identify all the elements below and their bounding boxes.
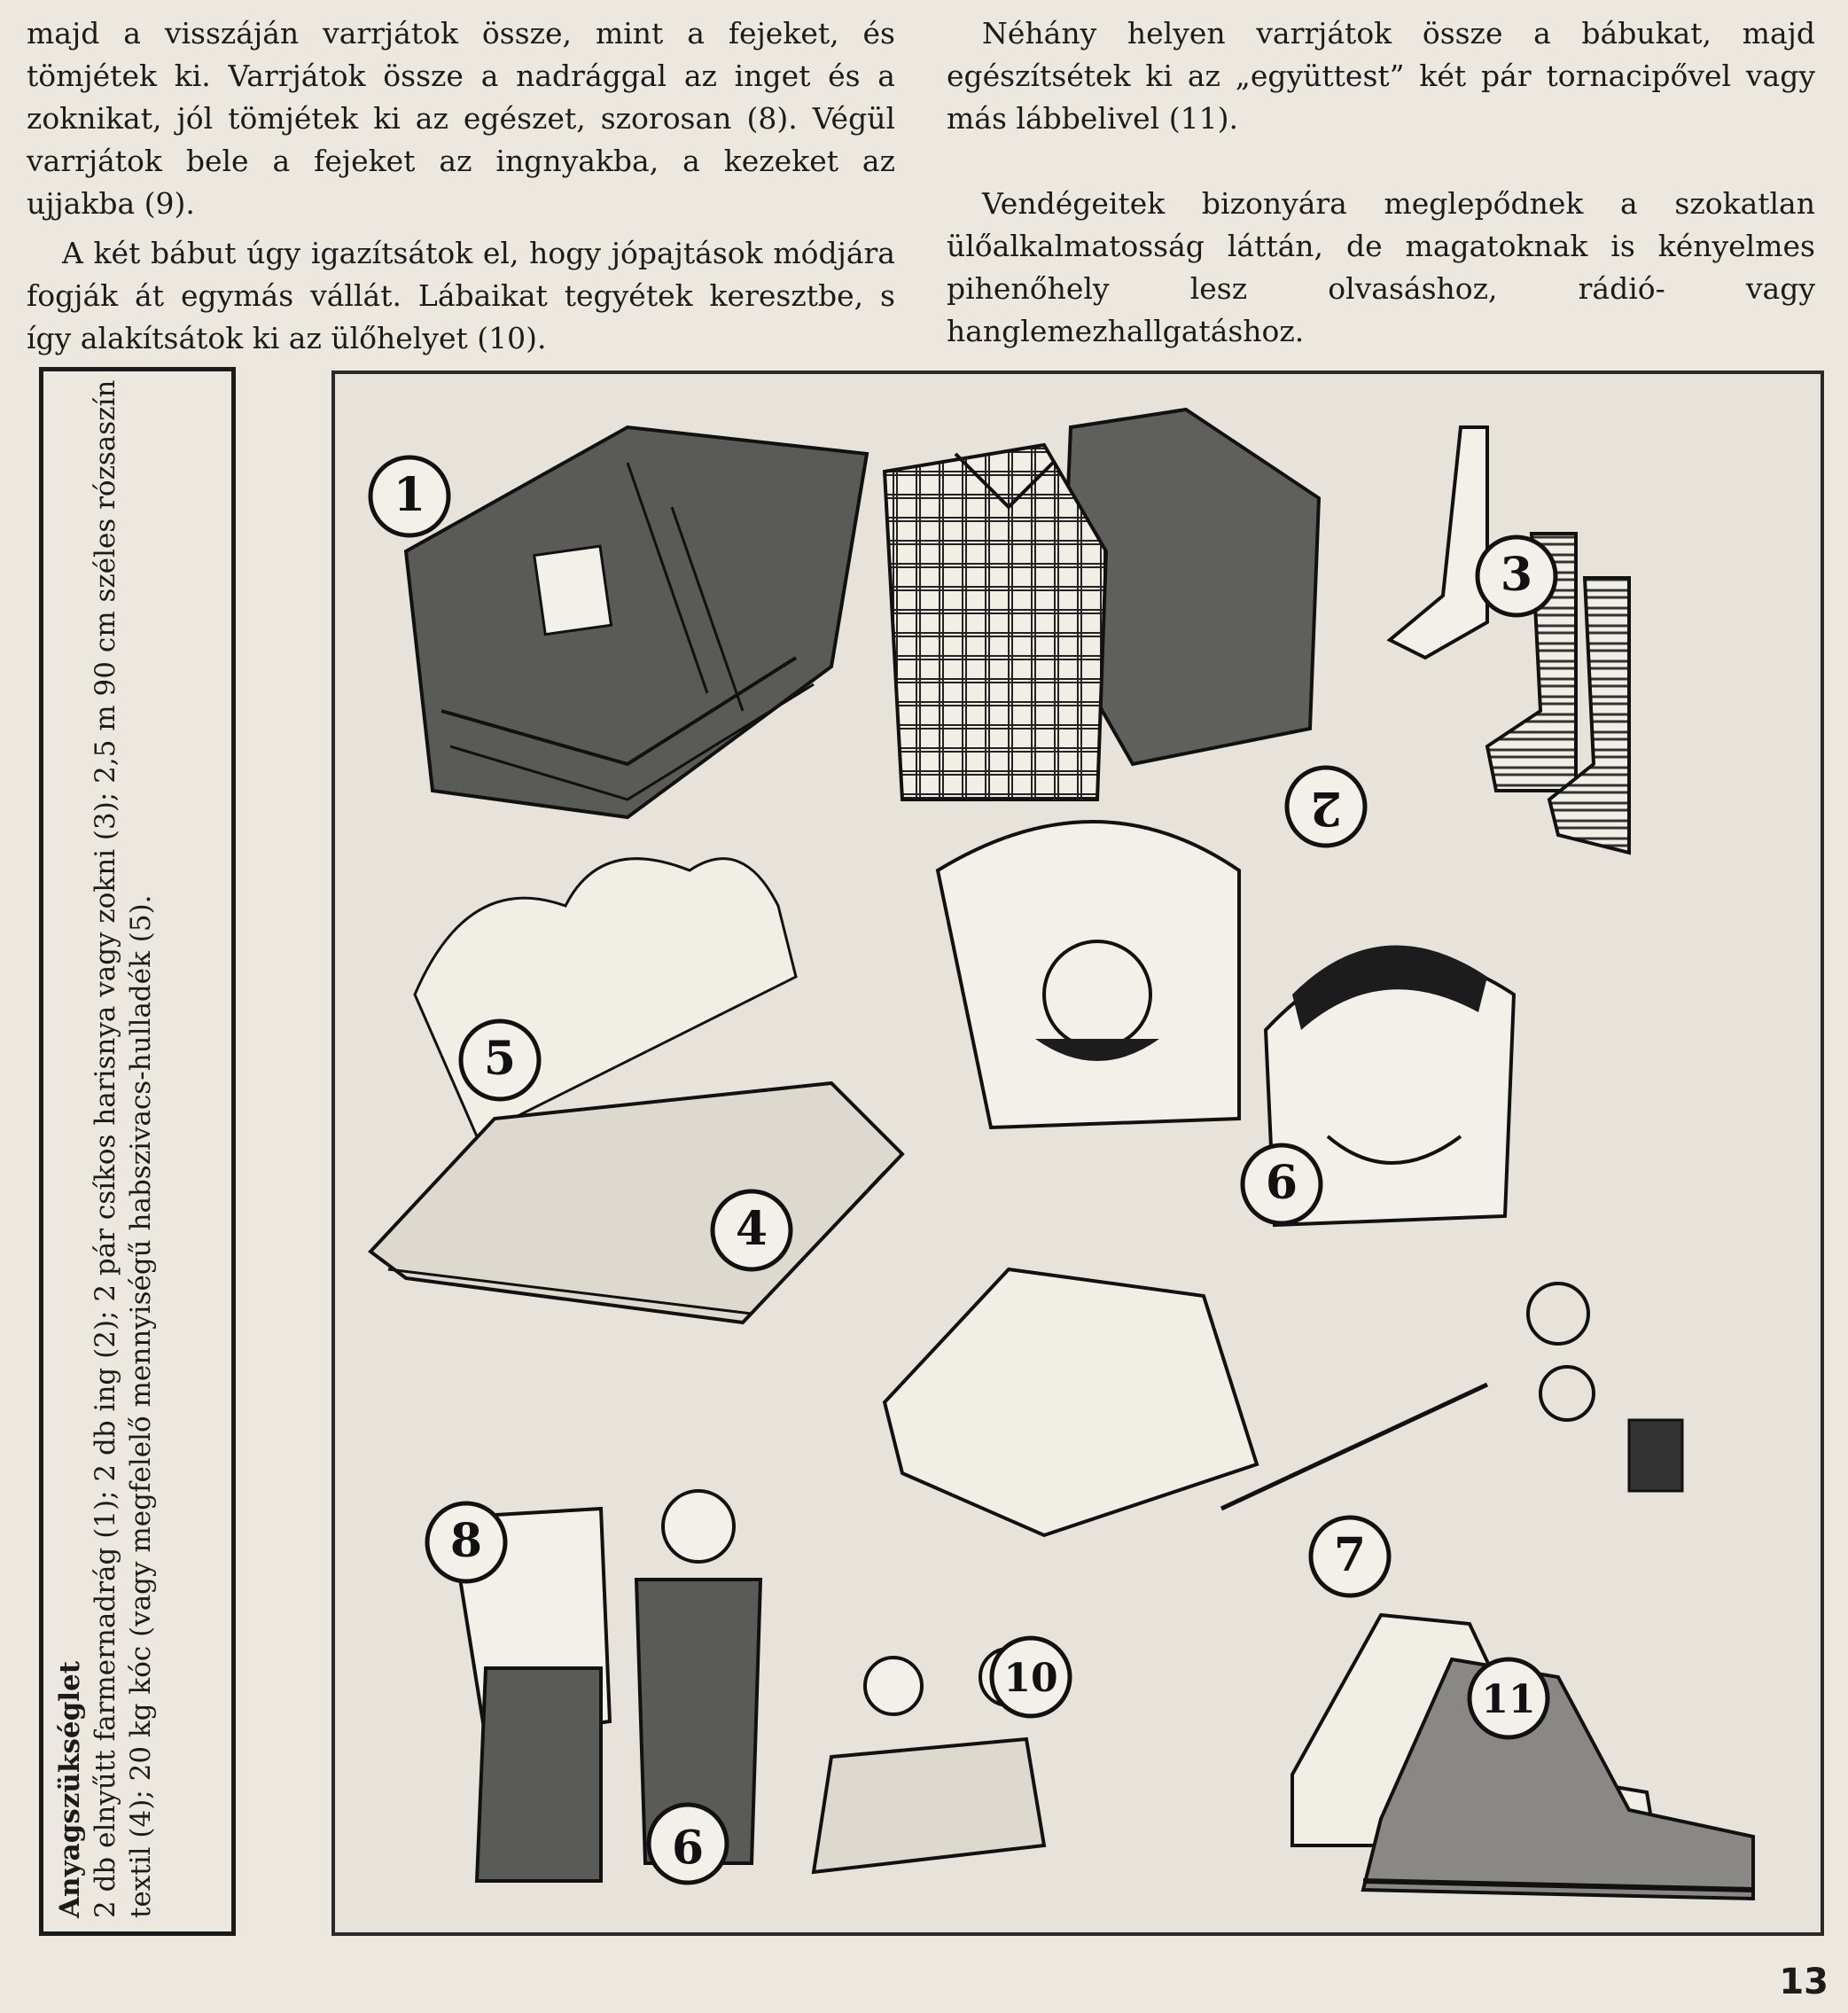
figure-number-1 bbox=[370, 457, 448, 535]
figure-number-10 bbox=[992, 1638, 1070, 1716]
figure-number-6 bbox=[1243, 1145, 1321, 1223]
hands-and-scissors-illustration bbox=[885, 1269, 1682, 1535]
materials-body: 2 db elnyűtt farmernadrág (1); 2 db ing (2); 2 pár csíkos harisnya vagy zokni (3); 2,5 m 90 cm széles rózsaszín textil (4); 20 kg kóc (vagy megfelelő mennyiségű habszivacs-hulladék (5). bbox=[90, 379, 157, 1918]
svg-text:6: 6 bbox=[1265, 1156, 1298, 1210]
jeans-illustration bbox=[406, 427, 867, 817]
svg-text:7: 7 bbox=[1333, 1528, 1367, 1582]
figure-number-5 bbox=[461, 1021, 539, 1099]
socks-illustration bbox=[1390, 427, 1629, 853]
right-text-column bbox=[947, 12, 1815, 353]
illustration-svg bbox=[335, 374, 1821, 1932]
illustration-panel bbox=[331, 371, 1824, 1936]
svg-text:5: 5 bbox=[483, 1032, 517, 1086]
shirts-illustration bbox=[885, 410, 1319, 800]
svg-text:9: 9 bbox=[671, 1818, 705, 1872]
figure-number-11 bbox=[1470, 1659, 1548, 1737]
page-number: 13 bbox=[1779, 1962, 1829, 2002]
svg-text:2: 2 bbox=[1309, 781, 1343, 835]
materials-box bbox=[39, 367, 236, 1936]
figure-number-8 bbox=[427, 1503, 505, 1581]
svg-text:4: 4 bbox=[735, 1202, 768, 1256]
sneakers-illustration bbox=[1292, 1615, 1753, 1899]
svg-text:1: 1 bbox=[393, 468, 426, 522]
left-paragraph-2: A két bábut úgy igazítsátok el, hogy jópajtások módjára fogják át egymás vállát. Lábaikat tegyétek keresztbe, s így alakítsátok ki az ülőhelyet (10). bbox=[27, 236, 895, 355]
figure-number-2 bbox=[1287, 768, 1365, 846]
left-text-column bbox=[27, 12, 895, 360]
svg-text:11: 11 bbox=[1481, 1677, 1536, 1722]
figure-number-3 bbox=[1478, 537, 1556, 615]
right-paragraph-1: Néhány helyen varrjátok össze a bábukat, majd egészítsétek ki az „együttest” két pár tornacipővel vagy más lábbelivel (11). bbox=[947, 16, 1815, 136]
cloth-and-stuffing-illustration bbox=[370, 859, 902, 1322]
right-paragraph-2: Vendégeitek bizonyára meglepődnek a szokatlan ülőalkalmatosság láttán, de magatoknak is kényelmes pihenőhely lesz olvasáshoz, rádió- vagy hanglemezhallgatáshoz. bbox=[947, 186, 1815, 348]
materials-rotated-text bbox=[52, 376, 230, 1918]
left-paragraph-1: majd a visszáján varrjátok össze, mint a fejeket, és tömjétek ki. Varrjátok össze a nadrággal az inget és a zoknikat, jól tömjétek ki az egészet, szorosan (8). Végül varrjátok bele a fejeket az ingnyakba, a kezeket az ujjakba (9). bbox=[27, 16, 895, 221]
svg-text:10: 10 bbox=[1003, 1656, 1058, 1701]
svg-text:8: 8 bbox=[449, 1514, 483, 1568]
figure-number-9 bbox=[649, 1805, 727, 1883]
materials-title: Anyagszükséglet bbox=[54, 1660, 86, 1918]
svg-text:3: 3 bbox=[1500, 548, 1533, 602]
figure-number-7 bbox=[1311, 1518, 1389, 1596]
puppet-heads-illustration bbox=[938, 822, 1514, 1225]
puppet-figures-illustration bbox=[450, 1491, 1044, 1881]
figure-number-4 bbox=[713, 1191, 791, 1269]
